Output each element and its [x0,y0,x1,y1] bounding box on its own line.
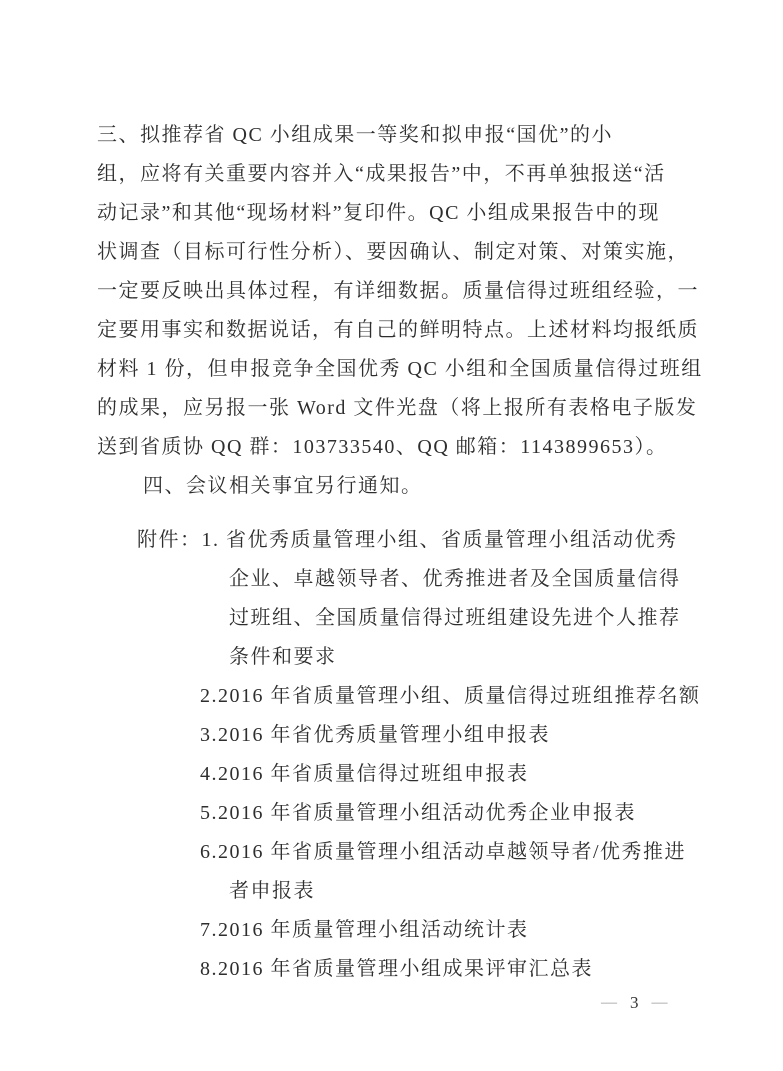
paragraph-gap [97,506,677,521]
attachment-line: 3.2016 年省优秀质量管理小组申报表 [200,724,550,746]
text-line: 组，应将有关重要内容并入“成果报告”中，不再单独报送“活 [97,163,666,185]
text-line: 状调查（目标可行性分析）、要因确认、制定对策、对策实施， [97,241,689,263]
attachment-line: 4.2016 年省质量信得过班组申报表 [200,763,529,785]
text-line: 三、拟推荐省 QC 小组成果一等奖和拟申报“国优”的小 [97,124,614,146]
page-number [601,988,668,1018]
page-number-dash-right: — [651,994,668,1011]
attachment-line: 6.2016 年省质量管理小组活动卓越领导者/优秀推进 [200,841,687,863]
attachment-list [97,521,701,989]
text-line: 材料 1 份，但申报竞争全国优秀 QC 小组和全国质量信得过班组 [97,358,703,380]
attachment-line: 8.2016 年省质量管理小组成果评审汇总表 [200,958,593,980]
paragraph-section-4 [97,467,677,506]
attachment-line: 7.2016 年质量管理小组活动统计表 [200,919,529,941]
attachment-line: 过班组、全国质量信得过班组建设先进个人推荐 [229,607,681,629]
attachment-line: 附件：1. 省优秀质量管理小组、省质量管理小组活动优秀 [137,529,678,551]
text-line: 一定要反映出具体过程，有详细数据。质量信得过班组经验，一 [97,280,699,302]
text-line: 送到省质协 QQ 群：103733540、QQ 邮箱：1143899653）。 [97,436,668,458]
attachment-line: 条件和要求 [229,646,337,668]
text-line: 定要用事实和数据说话，有自己的鲜明特点。上述材料均报纸质 [97,319,699,341]
text-line: 动记录”和其他“现场材料”复印件。QC 小组成果报告中的现 [97,202,660,224]
text-line: 四、会议相关事宜另行通知。 [143,475,423,497]
page-number-value: 3 [630,993,639,1012]
attachment-line: 者申报表 [229,880,315,902]
attachment-line: 5.2016 年省质量管理小组活动优秀企业申报表 [200,802,636,824]
attachment-line: 企业、卓越领导者、优秀推进者及全国质量信得 [229,568,681,590]
attachment-line: 2.2016 年省质量管理小组、质量信得过班组推荐名额 [200,685,701,707]
page-number-dash-left: — [601,994,617,1011]
paragraph-section-3 [97,116,703,467]
document-body [97,116,703,989]
text-line: 的成果，应另报一张 Word 文件光盘（将上报所有表格电子版发 [97,397,698,419]
